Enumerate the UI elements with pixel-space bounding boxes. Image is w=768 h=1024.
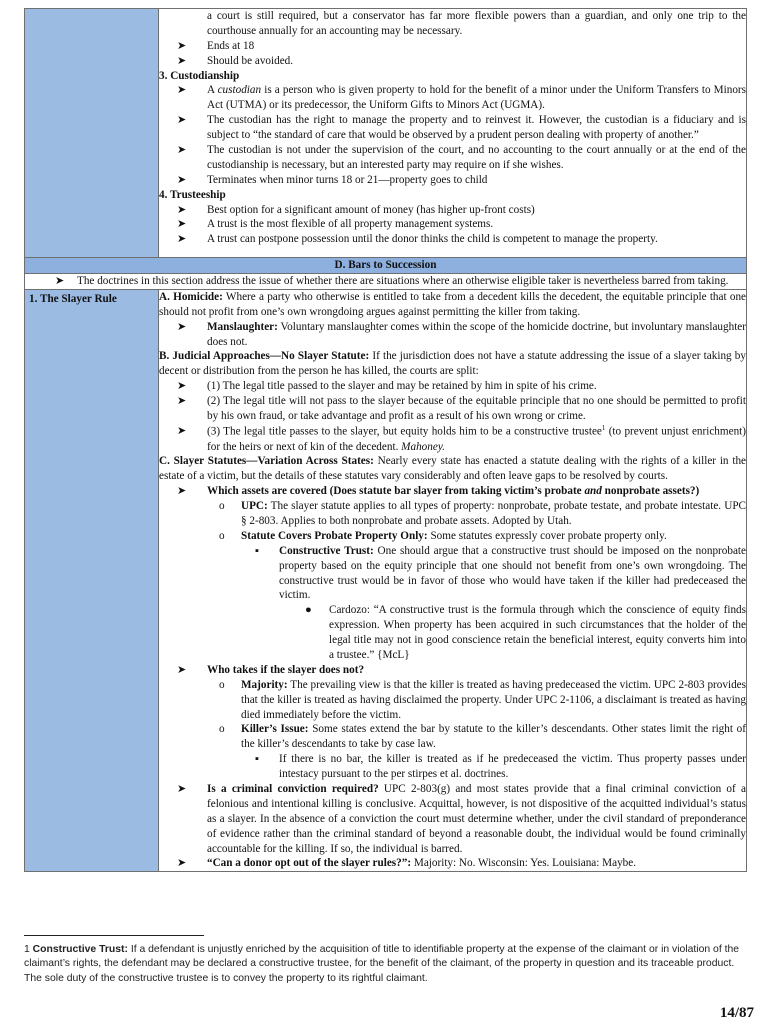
circle-bullet-icon: o xyxy=(219,723,225,736)
list-item xyxy=(159,544,746,604)
list-item xyxy=(159,39,746,54)
section-header-row xyxy=(25,258,747,274)
list-item-text: Statute Covers Probate Property Only: Some statutes expressly cover probate property only. xyxy=(241,529,667,542)
judicial-approaches-paragraph: B. Judicial Approaches—No Slayer Statute: If the jurisdiction does not have a statute addressing the issue of a slayer taking by decent or distribution from the person he has killed, the courts are split: xyxy=(159,350,746,378)
list-item-text: (1) The legal title passed to the slayer and may be retained by him in spite of his crime. xyxy=(207,380,597,393)
section-intro-cell xyxy=(25,274,747,290)
list-item xyxy=(159,83,746,113)
who-takes-heading: Who takes if the slayer does not? xyxy=(207,663,365,676)
arrow-bullet-icon: ➤ xyxy=(177,54,187,67)
list-item-text: Constructive Trust: One should argue that a constructive trust should be imposed on the nonprobate property based on the equity principle that one should not benefit from one’s own wrongdoing. The constructive trust would be in favor of those who would have taken if the killer had predeceased the victim. xyxy=(279,544,746,602)
list-item-text: The custodian has the right to manage the property and to reinvest it. However, the custodian is a fiduciary and is subject to “the standard of care that would be observed by a prudent person dealing with property of another.” xyxy=(207,114,746,142)
list-item-text: If there is no bar, the killer is treated as if he predeceased the victim. Thus property passes under intestacy pursuant to the per stirpes et al. doctrines. xyxy=(279,753,746,781)
list-item xyxy=(159,678,746,723)
footnote-label: Constructive Trust: xyxy=(32,944,128,955)
circle-bullet-icon: o xyxy=(219,678,225,691)
section-intro-row xyxy=(25,274,747,290)
guardianship-row xyxy=(25,9,747,258)
list-item-text: A trust can postpone possession until the donor thinks the child is competent to manage the property. xyxy=(207,233,658,246)
conservator-text: a court is still required, but a conservator has far more flexible powers than a guardian, and only one trip to the courthouse annually for an accounting may be necessary. xyxy=(207,10,746,37)
list-item xyxy=(159,424,746,455)
page-number: 14/87 xyxy=(719,1005,754,1021)
list-item-text: Best option for a significant amount of money (has higher up-front costs) xyxy=(207,203,535,216)
list-item xyxy=(159,722,746,752)
list-item xyxy=(159,379,746,394)
section-header: D. Bars to Succession xyxy=(25,258,747,274)
arrow-bullet-icon: ➤ xyxy=(177,320,187,333)
list-item-text: Killer’s Issue: Some states extend the bar by statute to the killer’s descendants. Other states limit the right of the killer’s descendants to take by case law. xyxy=(241,723,746,751)
list-item xyxy=(159,856,746,871)
arrow-bullet-icon: ➤ xyxy=(55,275,65,287)
arrow-bullet-icon: ➤ xyxy=(177,233,187,246)
arrow-bullet-icon: ➤ xyxy=(177,114,187,127)
custodianship-heading: 3. Custodianship xyxy=(159,69,240,82)
footnote xyxy=(24,943,748,986)
list-item xyxy=(159,663,746,678)
list-item-text: (2) The legal title will not pass to the slayer because of the equitable principle that no one should be permitted to profit by his own fraud, or take advantage and profit as a result of his own wrong or crime. xyxy=(207,395,746,423)
assets-heading: Which assets are covered (Does statute bar slayer from taking victim’s probate and nonprobate assets?) xyxy=(207,485,700,498)
cardozo-quote: Cardozo: “A constructive trust is the formula through which the conscience of equity finds expression. When property has been acquired in such circumstances that the holder of the legal title may not in good conscience retain the beneficial interest, equity converts him into a trustee.” {McL} xyxy=(329,604,746,661)
list-item xyxy=(159,752,746,782)
footnote-ref[interactable]: 1 xyxy=(601,423,606,432)
list-item xyxy=(159,603,746,663)
section-intro-text: The doctrines in this section address the issue of whether there are situations where an otherwise eligible taker is nevertheless barred from taking. xyxy=(77,275,729,287)
arrow-bullet-icon: ➤ xyxy=(177,39,187,52)
footnote-number: 1 xyxy=(24,944,30,955)
list-item-text: The custodian is not under the supervision of the court, and no accounting to the court annually or at the end of the custodianship is necessary, but an interested party may require on if she wishes. xyxy=(207,144,746,171)
slayer-rule-row xyxy=(25,289,747,871)
arrow-bullet-icon: ➤ xyxy=(177,485,187,498)
list-item xyxy=(159,143,746,173)
list-item xyxy=(159,203,746,218)
list-item xyxy=(159,217,746,232)
left-column-cell xyxy=(25,289,159,871)
arrow-bullet-icon: ➤ xyxy=(177,783,187,796)
list-item-text: A trust is the most flexible of all property management systems. xyxy=(207,218,494,231)
arrow-bullet-icon: ➤ xyxy=(177,395,187,408)
top-content-cell xyxy=(159,9,747,258)
list-item xyxy=(159,173,746,188)
list-item-text: Is a criminal conviction required? UPC 2-803(g) and most states provide that a final criminal conviction of a felonious and intentional killing is conclusive. Acquittal, however, is not dispositive of the acquitted individual’s status as a slayer. In the absence of a conviction the court must determine whether, under the civil standard of preponderance of evidence rather than the criminal standard of beyond a reasonable doubt, the individual would be found criminally accountable for the killing. If so, the individual is barred. xyxy=(207,783,746,855)
list-item xyxy=(159,320,746,350)
list-item-text: (3) The legal title passes to the slayer, but equity holds him to be a constructive trustee$^1$ (to prevent unjust enrichment) for the heirs or next of kin of the decedent. Mahoney. xyxy=(207,423,746,453)
list-item-text: Majority: The prevailing view is that the killer is treated as having predeceased the victim. UPC 2-803 provides that the killer is treated as having disclaimed the property. Under UPC 2-1106, a disclaimant is treated as having died immediately before the victim. xyxy=(241,678,746,721)
list-item-text: Manslaughter: Voluntary manslaughter comes within the scope of the homicide doctrine, but involuntary manslaughter does not. xyxy=(207,320,746,348)
list-item xyxy=(159,529,746,544)
list-item-text: UPC: The slayer statute applies to all types of property: nonprobate, probate testate, and probate intestate. UPC § 2-803. Applies to both nonprobate and probate assets. Adopted by Utah. xyxy=(241,500,746,527)
arrow-bullet-icon: ➤ xyxy=(177,203,187,216)
circle-bullet-icon: o xyxy=(219,529,225,542)
arrow-bullet-icon: ➤ xyxy=(177,857,187,870)
left-column-cell xyxy=(25,9,159,258)
arrow-bullet-icon: ➤ xyxy=(177,84,187,97)
arrow-bullet-icon: ➤ xyxy=(177,663,187,676)
list-item-text: Terminates when minor turns 18 or 21—property goes to child xyxy=(207,173,488,186)
list-item xyxy=(159,54,746,69)
homicide-paragraph: A. Homicide: Where a party who otherwise is entitled to take from a decedent kills the decedent, the equitable principle that one should not profit from one’s own wrongdoing argues against permitting the killer from taking. xyxy=(159,290,747,318)
arrow-bullet-icon: ➤ xyxy=(177,424,187,437)
list-item xyxy=(159,499,746,529)
trusteeship-heading: 4. Trusteeship xyxy=(159,188,226,201)
list-item xyxy=(159,113,746,143)
arrow-bullet-icon: ➤ xyxy=(177,380,187,393)
slayer-statutes-paragraph: C. Slayer Statutes—Variation Across States: Nearly every state has enacted a statute dealing with the rights of a killer in the estate of a victim, but the details of these statutes vary considerably and often leave gaps to be resolved by courts. xyxy=(159,455,746,483)
square-bullet-icon: ▪ xyxy=(255,544,259,557)
dot-bullet-icon: ● xyxy=(305,604,312,617)
list-item xyxy=(25,274,746,289)
footnote-separator xyxy=(24,935,204,936)
slayer-rule-content xyxy=(159,289,747,871)
list-item xyxy=(159,394,746,424)
slayer-rule-label: 1. The Slayer Rule xyxy=(29,292,117,305)
circle-bullet-icon: o xyxy=(219,500,225,513)
square-bullet-icon: ▪ xyxy=(255,753,259,766)
list-item-text: “Can a donor opt out of the slayer rules?”: Majority: No. Wisconsin: Yes. Louisiana: Maybe. xyxy=(207,857,637,870)
arrow-bullet-icon: ➤ xyxy=(177,173,187,186)
list-item xyxy=(159,484,746,499)
list-item xyxy=(159,782,746,856)
outline-table xyxy=(24,8,747,872)
arrow-bullet-icon: ➤ xyxy=(177,218,187,231)
list-item xyxy=(159,232,746,247)
list-item-text: Ends at 18 xyxy=(207,39,255,52)
footnote-text: If a defendant is unjustly enriched by the acquisition of title to identifiable property at the expense of the claimant or in violation of the claimant’s rights, the defendant may be declared a constructive trustee, for the benefit of the claimant, of the property in question and its traceable product. The sole duty of the constructive trustee is to convey the property to its rightful claimant. xyxy=(24,944,740,984)
list-item-text: Should be avoided. xyxy=(207,54,294,67)
arrow-bullet-icon: ➤ xyxy=(177,144,187,157)
list-item-text: A custodian is a person who is given property to hold for the benefit of a minor under the Uniform Transfers to Minors Act (UTMA) or its predecessor, the Uniform Gifts to Minors Act (UGMA). xyxy=(207,84,746,112)
